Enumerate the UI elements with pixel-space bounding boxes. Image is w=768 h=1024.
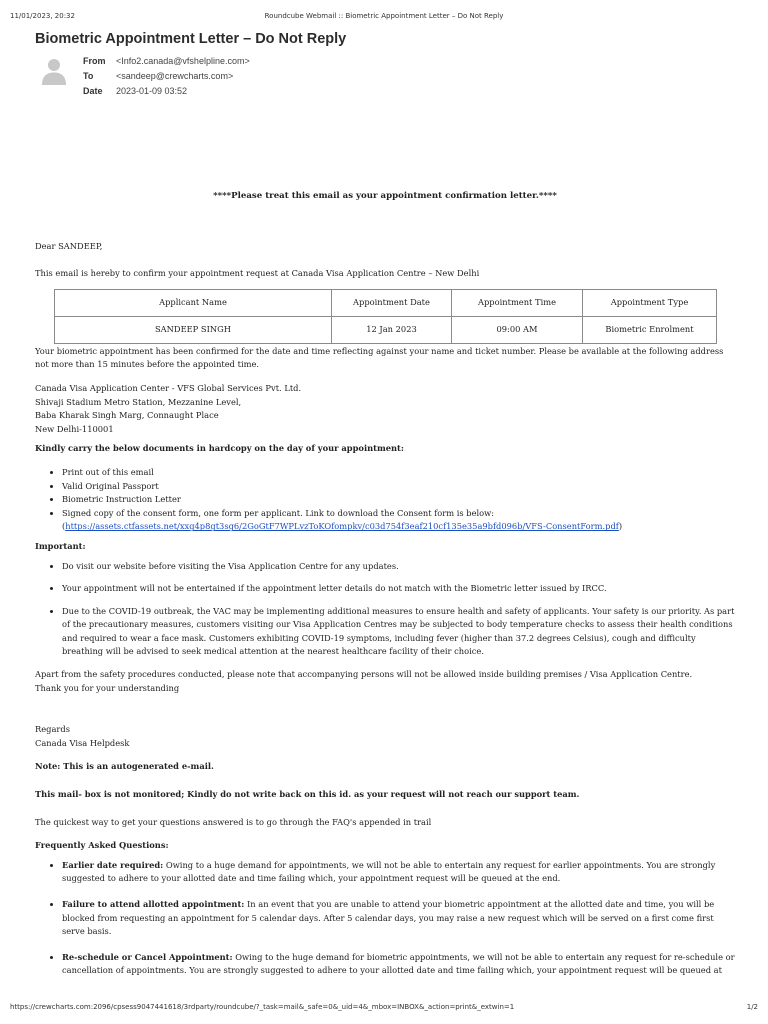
table-header: Applicant Name bbox=[55, 289, 332, 316]
email-subject: Biometric Appointment Letter – Do Not Reply bbox=[35, 31, 347, 47]
confirmation-notice: ****Please treat this email as your appointment confirmation letter.**** bbox=[213, 191, 557, 201]
date-row bbox=[83, 85, 250, 100]
list-item: • Valid Original Passport bbox=[62, 480, 735, 494]
email-headers bbox=[83, 55, 250, 100]
intro-text: This email is hereby to confirm your appointment request at Canada Visa Application Centre – New Delhi bbox=[35, 268, 480, 279]
faq-title: Earlier date required: bbox=[62, 859, 164, 870]
appointment-table bbox=[54, 289, 717, 344]
documents-heading: Kindly carry the below documents in hardcopy on the day of your appointment: bbox=[35, 443, 404, 454]
print-url: https://crewcharts.com:2096/cpsess9047441618/3rdparty/roundcube/?_task=mail&_safe=0&_uid=4&_mbox=INBOX&_action=print&_extwin=1 bbox=[10, 1003, 515, 1011]
faq-title: Re-schedule or Cancel Appointment: bbox=[62, 951, 233, 962]
documents-list bbox=[62, 466, 735, 534]
faq-item bbox=[62, 859, 735, 886]
to-label: To bbox=[83, 71, 94, 81]
user-avatar-icon bbox=[40, 57, 68, 85]
date-value: 2023-01-09 03:52 bbox=[116, 86, 188, 96]
table-cell: 09:00 AM bbox=[452, 316, 583, 343]
print-title: Roundcube Webmail :: Biometric Appointment Letter – Do Not Reply bbox=[264, 12, 504, 20]
signature: Canada Visa Helpdesk bbox=[35, 737, 130, 748]
table-header: Appointment Type bbox=[583, 289, 717, 316]
from-label: From bbox=[83, 56, 106, 66]
print-footer bbox=[10, 1003, 758, 1017]
confirmed-text: Your biometric appointment has been confirmed for the date and time reflecting against your name and ticket number. Please be available at the following address not more than 15 minutes before the appointed time. bbox=[35, 345, 724, 370]
to-address[interactable]: <sandeep@crewcharts.com> bbox=[116, 71, 234, 81]
faq-text: Owing to the huge demand for biometric appointments, we will not be able to entertain any request for re-schedule or cancellation of appointments. You are strongly suggested to adhere to your allotted date and time failing which, your appointment request will be queued at bbox=[62, 951, 735, 976]
table-cell: Biometric Enrolment bbox=[583, 316, 717, 343]
table-cell: SANDEEP SINGH bbox=[55, 316, 332, 343]
date-label: Date bbox=[83, 86, 103, 96]
address-line: New Delhi-110001 bbox=[35, 423, 114, 434]
faq-title: Failure to attend allotted appointment: bbox=[62, 899, 245, 909]
from-row bbox=[83, 55, 250, 70]
print-page-number: 1/2 bbox=[746, 1003, 758, 1011]
safety-note: Apart from the safety procedures conducted, please note that accompanying persons will not be allowed inside building premises / Visa Application Centre. bbox=[35, 669, 693, 680]
email-body bbox=[35, 190, 735, 990]
print-datetime: 11/01/2023, 20:32 bbox=[10, 12, 75, 20]
thanks-note: Thank you for your understanding bbox=[35, 682, 180, 693]
table-header: Appointment Date bbox=[332, 289, 452, 316]
list-item: • Due to the COVID-19 outbreak, the VAC may be implementing additional measures to ensure health and safety of applicants. Your safety is our priority. As part of the precautionary measures, customers visiting our Visa Application Centres may be subjected to body temperature checks to assess their health conditions and required to wear a face mask. Customers exhibiting COVID-19 symptoms, including fever (higher than 37.2 degrees Celsius), cough and difficulty breathing will be advised to seek medical attention at the nearest healthcare facility of their choice. bbox=[62, 605, 735, 659]
table-header-row bbox=[55, 289, 717, 316]
link-paren-close: ) bbox=[618, 521, 623, 532]
consent-form-link[interactable]: https://assets.ctfassets.net/xxg4p8gt3sg6/2GoGtF7WPLvzToKOfompkv/c03d754f3eaf210cf135e35a9bfd096b/VFS-ConsentForm.pdf bbox=[65, 521, 619, 532]
address-line: Canada Visa Application Center - VFS Global Services Pvt. Ltd. bbox=[35, 382, 302, 393]
faq-item bbox=[62, 951, 735, 978]
important-heading: Important: bbox=[35, 540, 86, 551]
faq-text: In an event that you are unable to attend your biometric appointment at the allotted date and time, you will be blocked from requesting an appointment for 5 calendar days. After 5 calendar days, you may raise a new request which will be served on a first come first serve basis. bbox=[62, 899, 715, 937]
list-item: • Your appointment will not be entertained if the appointment letter details do not match with the Biometric letter issued by IRCC. bbox=[62, 582, 735, 596]
greeting: Dear SANDEEP, bbox=[35, 240, 103, 251]
link-paren-open: ( bbox=[62, 521, 66, 532]
faq-item bbox=[62, 898, 735, 939]
list-item: • Do visit our website before visiting the Visa Application Centre for any updates. bbox=[62, 560, 735, 574]
important-list bbox=[62, 560, 735, 660]
faq-intro: The quickest way to get your questions answered is to go through the FAQ's appended in trail bbox=[35, 816, 432, 827]
list-item: • Biometric Instruction Letter bbox=[62, 493, 735, 507]
table-cell: 12 Jan 2023 bbox=[332, 316, 452, 343]
table-row bbox=[55, 316, 717, 343]
autogen-note: Note: This is an autogenerated e-mail. bbox=[35, 761, 214, 772]
faq-heading: Frequently Asked Questions: bbox=[35, 840, 169, 851]
address-line: Baba Kharak Singh Marg, Connaught Place bbox=[35, 410, 219, 421]
vac-address bbox=[35, 382, 735, 436]
list-item bbox=[62, 507, 735, 534]
list-item: • Print out of this email bbox=[62, 466, 735, 480]
faq-text: Owing to a huge demand for appointments, we will not be able to entertain any request for earlier appointments. You are strongly suggested to adhere to your allotted date and time failing which, your appointment request will be queued at the end. bbox=[62, 859, 716, 884]
mailbox-note: This mail- box is not monitored; Kindly do not write back on this id. as your request will not reach our support team. bbox=[35, 789, 580, 800]
consent-text: Signed copy of the consent form, one form per applicant. Link to download the Consent form is below: bbox=[62, 507, 495, 518]
faq-list bbox=[62, 859, 735, 978]
table-header: Appointment Time bbox=[452, 289, 583, 316]
regards: Regards bbox=[35, 724, 70, 735]
to-row bbox=[83, 70, 250, 85]
from-address[interactable]: <Info2.canada@vfshelpline.com> bbox=[116, 56, 250, 66]
address-line: Shivaji Stadium Metro Station, Mezzanine Level, bbox=[35, 396, 242, 407]
